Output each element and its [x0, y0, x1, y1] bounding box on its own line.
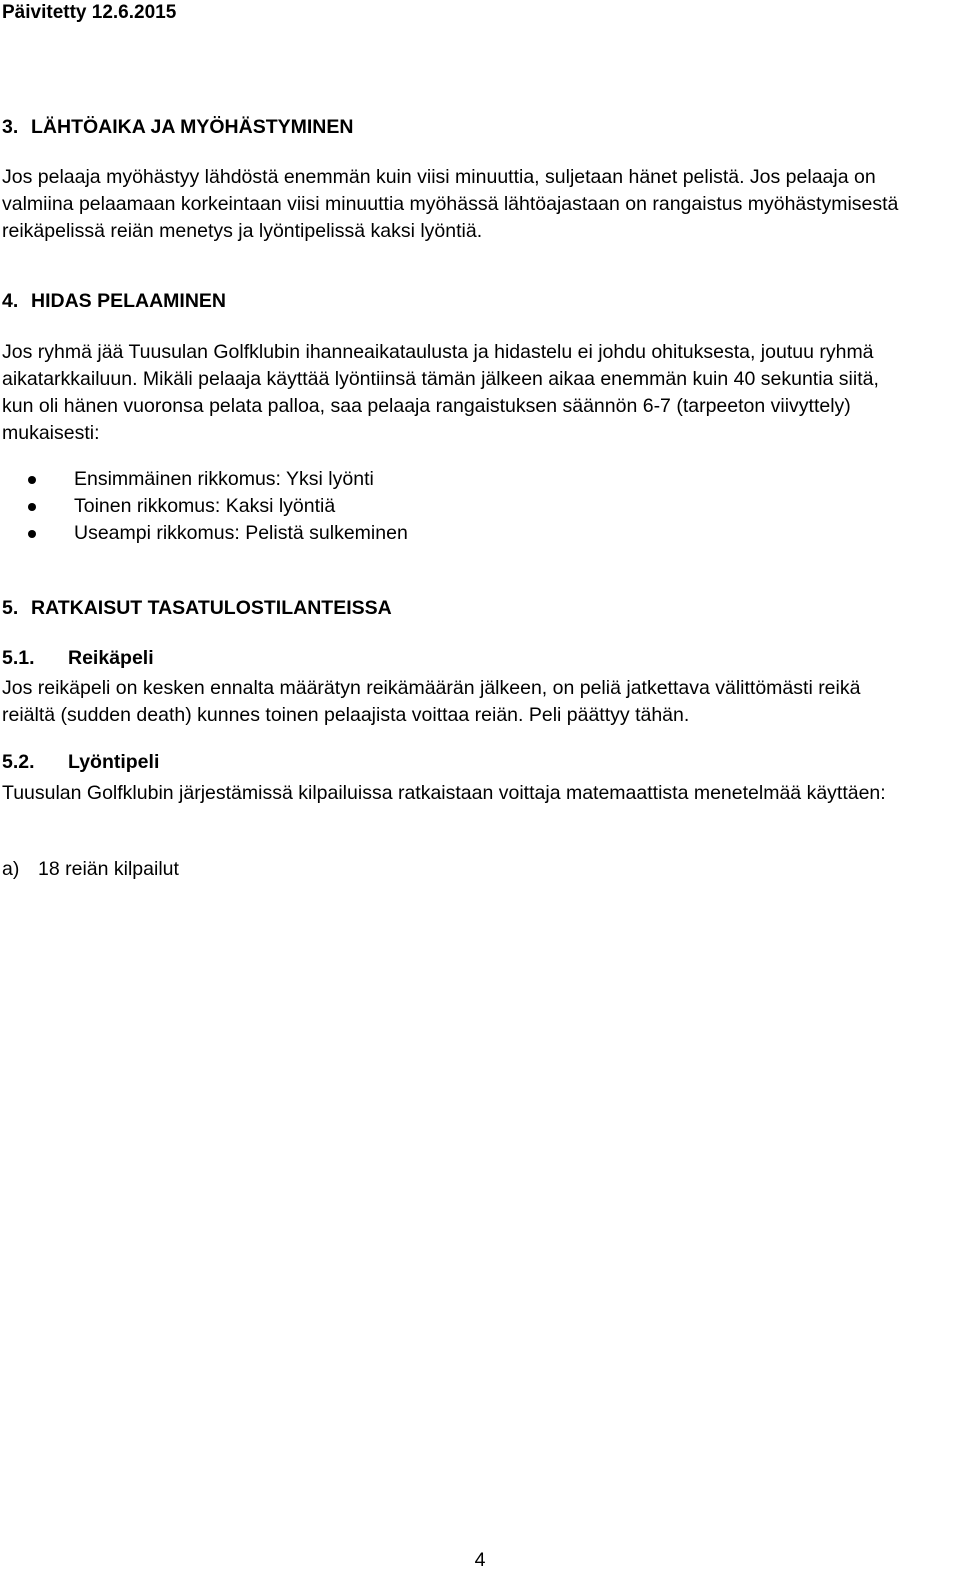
- list-item: [2, 520, 408, 547]
- section-4-paragraph: Jos ryhmä jää Tuusulan Golfklubin ihanneaikataulusta ja hidastelu ei johdu ohituksesta, joutuu ryhmä aikatarkkailuun. Mikäli pelaaja käyttää lyöntiinsä tämän jälkeen aikaa enemmän kuin 40 sekuntia siitä, kun oli hänen vuoronsa pelata palloa, saa pelaaja rangaistuksen säännön 6-7 (tarpeeton viivyttely) mukaisesti:: [2, 341, 879, 444]
- section-3-heading: [2, 114, 353, 140]
- section-title: HIDAS PELAAMINEN: [31, 290, 227, 312]
- subsection-number: 5.1.: [2, 647, 35, 669]
- bullet-icon: [28, 476, 36, 484]
- section-5-heading: [2, 595, 392, 621]
- section-title: RATKAISUT TASATULOSTILANTEISSA: [31, 597, 392, 619]
- list-item-text: 18 reiän kilpailut: [38, 858, 179, 880]
- page-number: 4: [474, 1549, 486, 1571]
- penalty-list: [2, 466, 408, 547]
- subsection-title: Lyöntipeli: [68, 751, 160, 773]
- section-3-paragraph: Jos pelaaja myöhästyy lähdöstä enemmän kuin viisi minuuttia, suljetaan hänet pelistä. Jos pelaaja on valmiina pelaamaan korkeintaan viisi minuuttia myöhässä lähtöajastaan on rangaistus myöhästymisestä reikäpelissä reiän menetys ja lyöntipelissä kaksi lyöntiä.: [2, 166, 899, 242]
- list-item: [2, 466, 408, 493]
- section-title: LÄHTÖAIKA JA MYÖHÄSTYMINEN: [31, 116, 354, 138]
- subsection-title: Reikäpeli: [68, 647, 154, 669]
- bullet-icon: [28, 503, 36, 511]
- subsection-5-1-heading: [2, 645, 154, 671]
- list-item-text: Toinen rikkomus: Kaksi lyöntiä: [74, 495, 336, 517]
- updated-date: Päivitetty 12.6.2015: [2, 2, 177, 23]
- bullet-icon: [28, 530, 36, 538]
- subsection-number: 5.2.: [2, 751, 35, 773]
- subsection-5-2-heading: [2, 749, 159, 775]
- list-item: [2, 493, 408, 520]
- section-number: 3.: [2, 116, 19, 138]
- section-number: 4.: [2, 290, 19, 312]
- list-marker: a): [2, 858, 20, 880]
- subsection-5-2-paragraph: Tuusulan Golfklubin järjestämissä kilpailuissa ratkaistaan voittaja matemaattista menetelmää käyttäen:: [2, 782, 886, 804]
- list-item-a: [2, 856, 179, 882]
- section-4-heading: [2, 288, 226, 314]
- section-number: 5.: [2, 597, 19, 619]
- list-item-text: Ensimmäinen rikkomus: Yksi lyönti: [74, 468, 374, 490]
- subsection-5-1-paragraph: Jos reikäpeli on kesken ennalta määrätyn reikämäärän jälkeen, on peliä jatkettava välittömästi reikä reiältä (sudden death) kunnes toinen pelaajista voittaa reiän. Peli päättyy tähän.: [2, 677, 861, 726]
- list-item-text: Useampi rikkomus: Pelistä sulkeminen: [74, 522, 408, 544]
